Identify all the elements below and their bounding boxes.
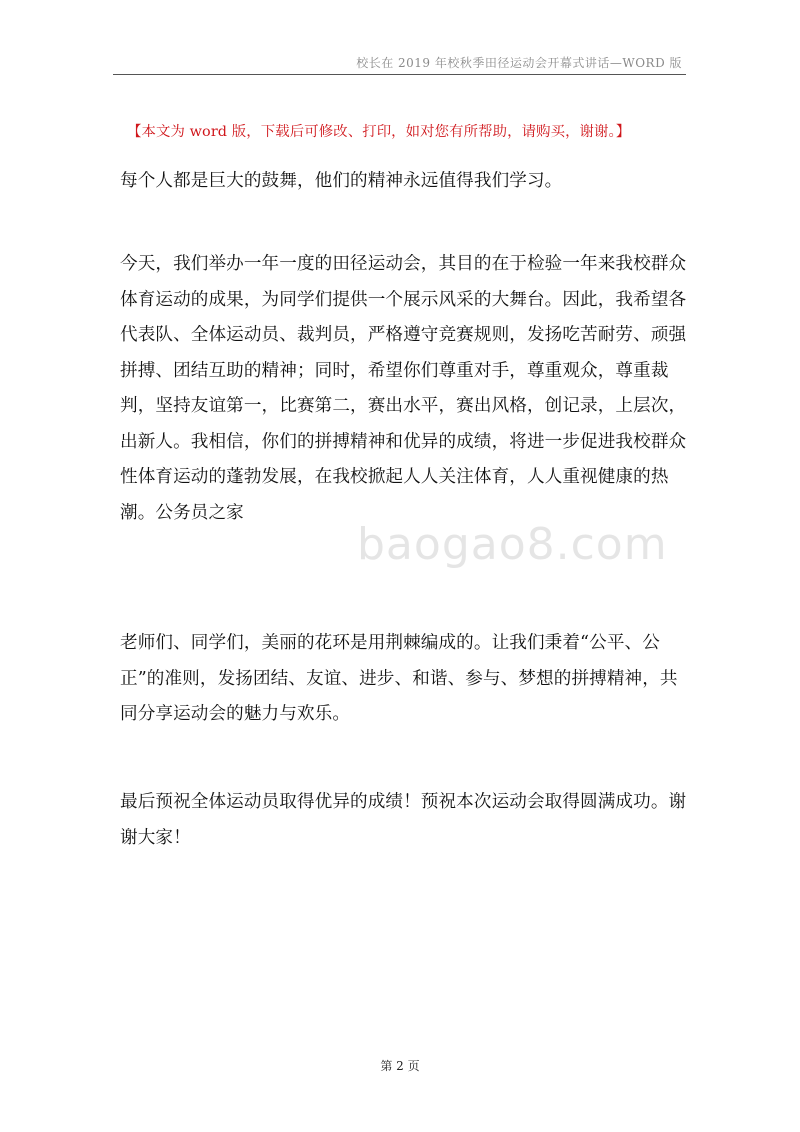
paragraph-3: 老师们、同学们，美丽的花环是用荆棘编成的。让我们秉着“公平、公正”的准则，发扬团结、友谊、进步、和谐、参与、梦想的拼搏精神，共同分享运动会的魅力与欢乐。 (120, 633, 678, 724)
paragraph-2: 今天，我们举办一年一度的田径运动会，其目的在于检验一年来我校群众体育运动的成果，为同学们提供一个展示风采的大舞台。因此，我希望各代表队、全体运动员、裁判员，严格遵守竞赛规则，发扬吃苦耐劳、顽强拼搏、团结互助的精神；同时，希望你们尊重对手，尊重观众，尊重裁判，坚持友谊第一，比赛第二，赛出水平，赛出风格，创记录，上层次，出新人。我相信，你们的拼搏精神和优异的成绩，将进一步促进我校群众性体育运动的蓬勃发展，在我校掀起人人关注体育，人人重视健康的热潮。公务员之家 (120, 254, 687, 523)
header-divider (113, 74, 686, 75)
document-header-title: 校长在 2019 年校秋季田径运动会开幕式讲话—WORD 版 (356, 56, 682, 70)
site-watermark: baogao8.com (357, 519, 668, 570)
paragraph-1: 每个人都是巨大的鼓舞，他们的精神永远值得我们学习。 (120, 171, 563, 191)
download-notice: 【本文为 word 版，下载后可修改、打印，如对您有所帮助，请购买，谢谢。】 (127, 124, 631, 140)
page-number: 第 2 页 (380, 1059, 420, 1073)
paragraph-4: 最后预祝全体运动员取得优异的成绩！预祝本次运动会取得圆满成功。谢谢大家！ (120, 792, 687, 848)
